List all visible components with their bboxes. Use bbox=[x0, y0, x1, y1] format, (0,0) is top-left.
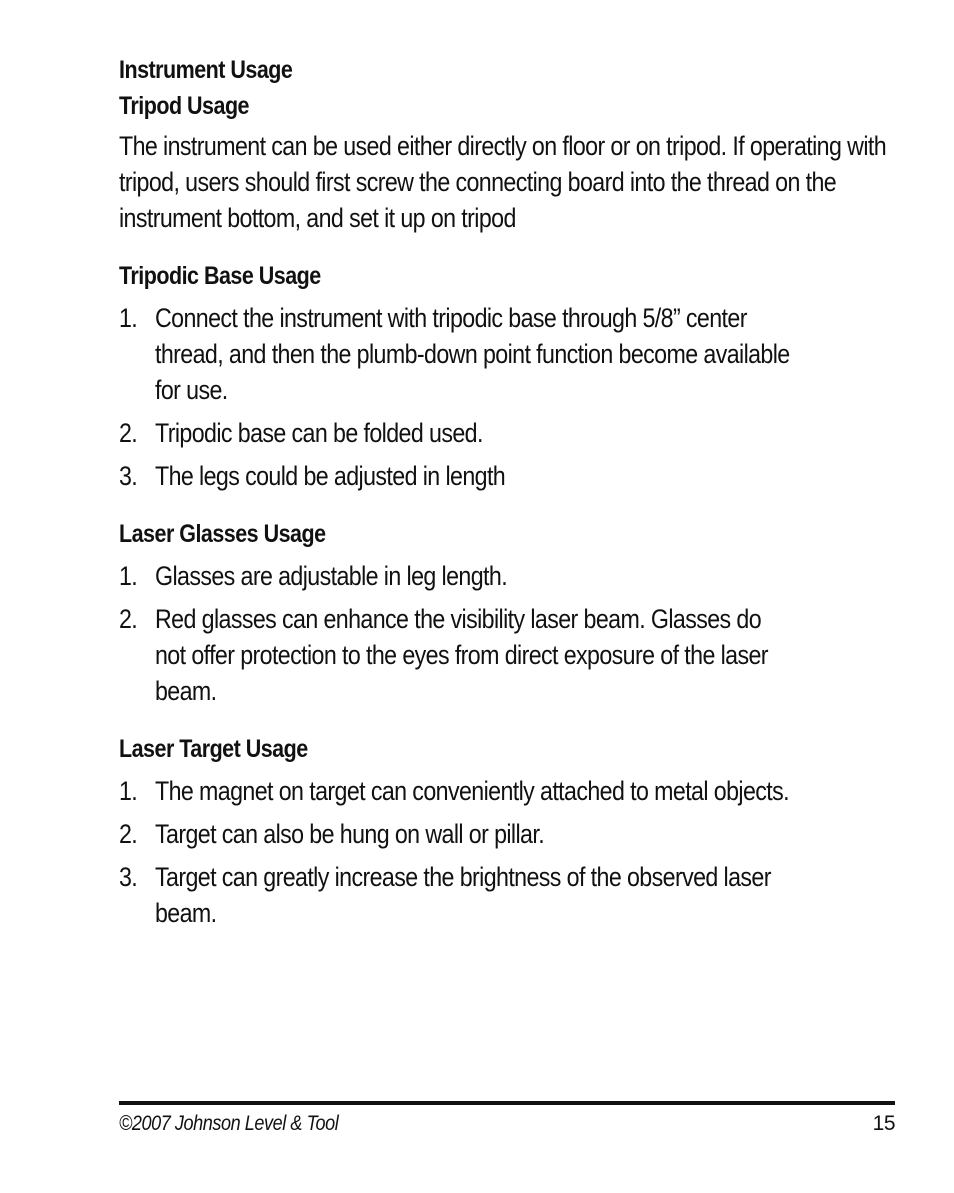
page-number: 15 bbox=[872, 1112, 895, 1135]
heading-laser-glasses-usage: Laser Glasses Usage bbox=[119, 520, 326, 548]
heading-tripod-usage: Tripod Usage bbox=[119, 92, 250, 120]
list-item-number: 3. bbox=[119, 461, 138, 491]
list-item-number: 2. bbox=[119, 819, 138, 849]
tripodic-base-list bbox=[119, 300, 895, 494]
footer-copyright: ©2007 Johnson Level & Tool bbox=[119, 1112, 339, 1135]
list-item bbox=[119, 859, 895, 931]
list-item-text: The magnet on target can conveniently attached to metal objects. bbox=[155, 776, 789, 806]
list-item-number: 2. bbox=[119, 418, 138, 448]
laser-glasses-list bbox=[119, 558, 895, 709]
list-item bbox=[119, 458, 895, 494]
section-tripodic-base bbox=[119, 258, 895, 494]
list-item bbox=[119, 773, 895, 809]
list-item-number: 1. bbox=[119, 303, 138, 333]
list-item-number: 3. bbox=[119, 862, 138, 892]
footer-divider bbox=[119, 1101, 895, 1105]
heading-tripodic-base-usage: Tripodic Base Usage bbox=[119, 262, 321, 290]
section-laser-target bbox=[119, 731, 895, 931]
list-item-number: 2. bbox=[119, 604, 138, 634]
list-item-text: The legs could be adjusted in length bbox=[155, 461, 506, 491]
list-item bbox=[119, 601, 895, 709]
list-item-text: Red glasses can enhance the visibility laser beam. Glasses do not offer protection to the eyes from direct exposure of the laser beam. bbox=[155, 604, 768, 706]
tripod-usage-paragraph: The instrument can be used either directly on floor or on tripod. If operating with tripod, users should first screw the connecting board into the thread on the instrument bottom, and set it up on tripod bbox=[119, 131, 887, 233]
heading-instrument-usage: Instrument Usage bbox=[119, 56, 293, 84]
list-item-number: 1. bbox=[119, 561, 138, 591]
list-item-text: Tripodic base can be folded used. bbox=[155, 418, 483, 448]
laser-target-list bbox=[119, 773, 895, 931]
list-item-number: 1. bbox=[119, 776, 138, 806]
section-laser-glasses bbox=[119, 516, 895, 709]
list-item-text: Target can also be hung on wall or pillar. bbox=[155, 819, 545, 849]
list-item bbox=[119, 415, 895, 451]
list-item bbox=[119, 300, 895, 408]
list-item-text: Connect the instrument with tripodic base through 5/8” center thread, and then the plumb-down point function become available for use. bbox=[155, 303, 790, 405]
page-content bbox=[119, 52, 895, 938]
list-item bbox=[119, 558, 895, 594]
heading-laser-target-usage: Laser Target Usage bbox=[119, 735, 308, 763]
list-item-text: Glasses are adjustable in leg length. bbox=[155, 561, 508, 591]
list-item bbox=[119, 816, 895, 852]
list-item-text: Target can greatly increase the brightness of the observed laser beam. bbox=[155, 862, 771, 928]
